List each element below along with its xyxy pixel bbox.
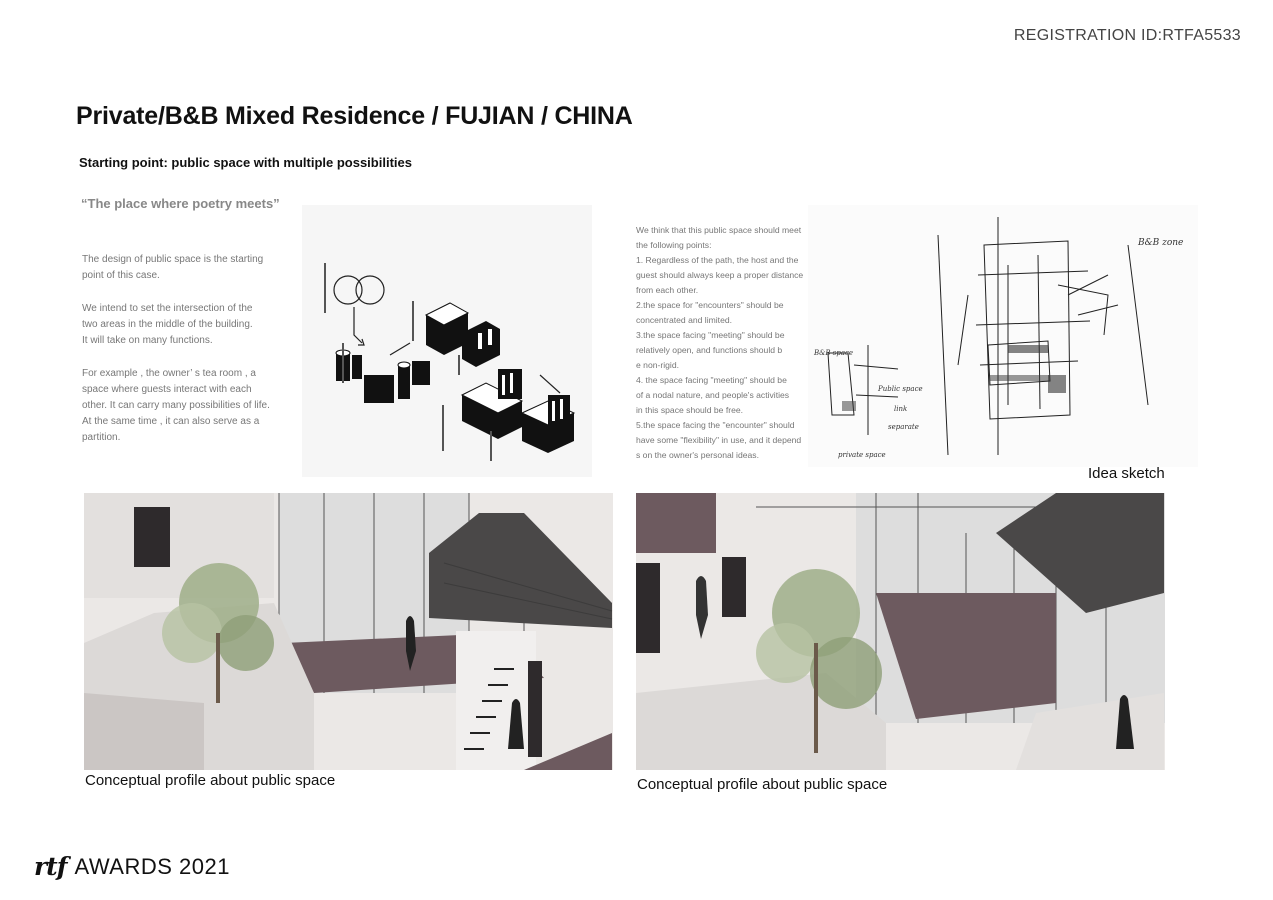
design-points-text: We think that this public space should meet the following points: 1. Regardless of the path, the host and the guest should always keep a proper distance from each other. 2.the space for "encounters" should be concentrated and limited. 3.the space facing "meeting" should be relatively open, and functions should b e non-rigid. 4. the space facing "meeting" should be of a nodal nature, and people's activities in this space should be free. 5.the space facing the "encounter" should have some "flexibility" in use, and it depend s on the owner's personal ideas. <box>636 225 804 460</box>
idea-sketch-drawing <box>808 205 1198 467</box>
venn-circle-right <box>356 276 384 304</box>
render-right-caption: Conceptual profile about public space <box>637 776 888 793</box>
quote-heading: “The place where poetry meets” <box>81 196 280 211</box>
rtf-awards-logo <box>34 852 230 881</box>
awards-year-text: AWARDS 2021 <box>74 853 230 879</box>
sketch-hatching <box>842 345 1066 411</box>
page-subtitle: Starting point: public space with multiple possibilities <box>79 155 412 170</box>
page-title: Private/B&B Mixed Residence / FUJIAN / CHINA <box>76 102 633 130</box>
intro-paragraph-1: The design of public space is the starting point of this case. <box>82 254 264 281</box>
render-left-illustration <box>84 493 613 770</box>
volume-cluster-top <box>426 303 500 367</box>
volume-cluster-left <box>336 350 430 403</box>
sketch-note-private-space: private space <box>838 451 886 459</box>
intro-paragraph-2: We intend to set the intersection of the two areas in the middle of the building. It will take on many functions. <box>82 303 253 346</box>
concept-diagram <box>302 205 592 477</box>
conceptual-render-right <box>636 493 1165 770</box>
sketch-note-separate: separate <box>888 423 919 431</box>
idea-sketch <box>808 205 1198 467</box>
intro-paragraph-3: For example , the owner’ s tea room , a space where guests interact with each other. It can carry many possibilities of life. At the same time , it can also serve as a partition. <box>82 368 270 443</box>
venn-circle-left <box>334 276 362 304</box>
rtf-logo-mark: rtf <box>34 852 67 881</box>
sketch-note-bb-space: B&B space <box>814 349 854 357</box>
render-left-caption: Conceptual profile about public space <box>85 772 336 789</box>
idea-sketch-label: Idea sketch <box>1088 465 1165 482</box>
sketch-building-lines <box>828 217 1148 455</box>
conceptual-render-left <box>84 493 613 770</box>
arrow-down <box>354 307 362 343</box>
volume-cluster-middle <box>462 369 522 439</box>
volume-cluster-right <box>522 395 574 453</box>
sketch-note-public-space: Public space <box>878 385 923 393</box>
registration-id: REGISTRATION ID:RTFA5533 <box>1013 27 1241 44</box>
sketch-note-link: link <box>894 405 908 413</box>
render-right-illustration <box>636 493 1165 770</box>
sketch-note-bb-zone: B&B zone <box>1138 238 1184 248</box>
concept-diagram-graphic <box>302 205 592 477</box>
